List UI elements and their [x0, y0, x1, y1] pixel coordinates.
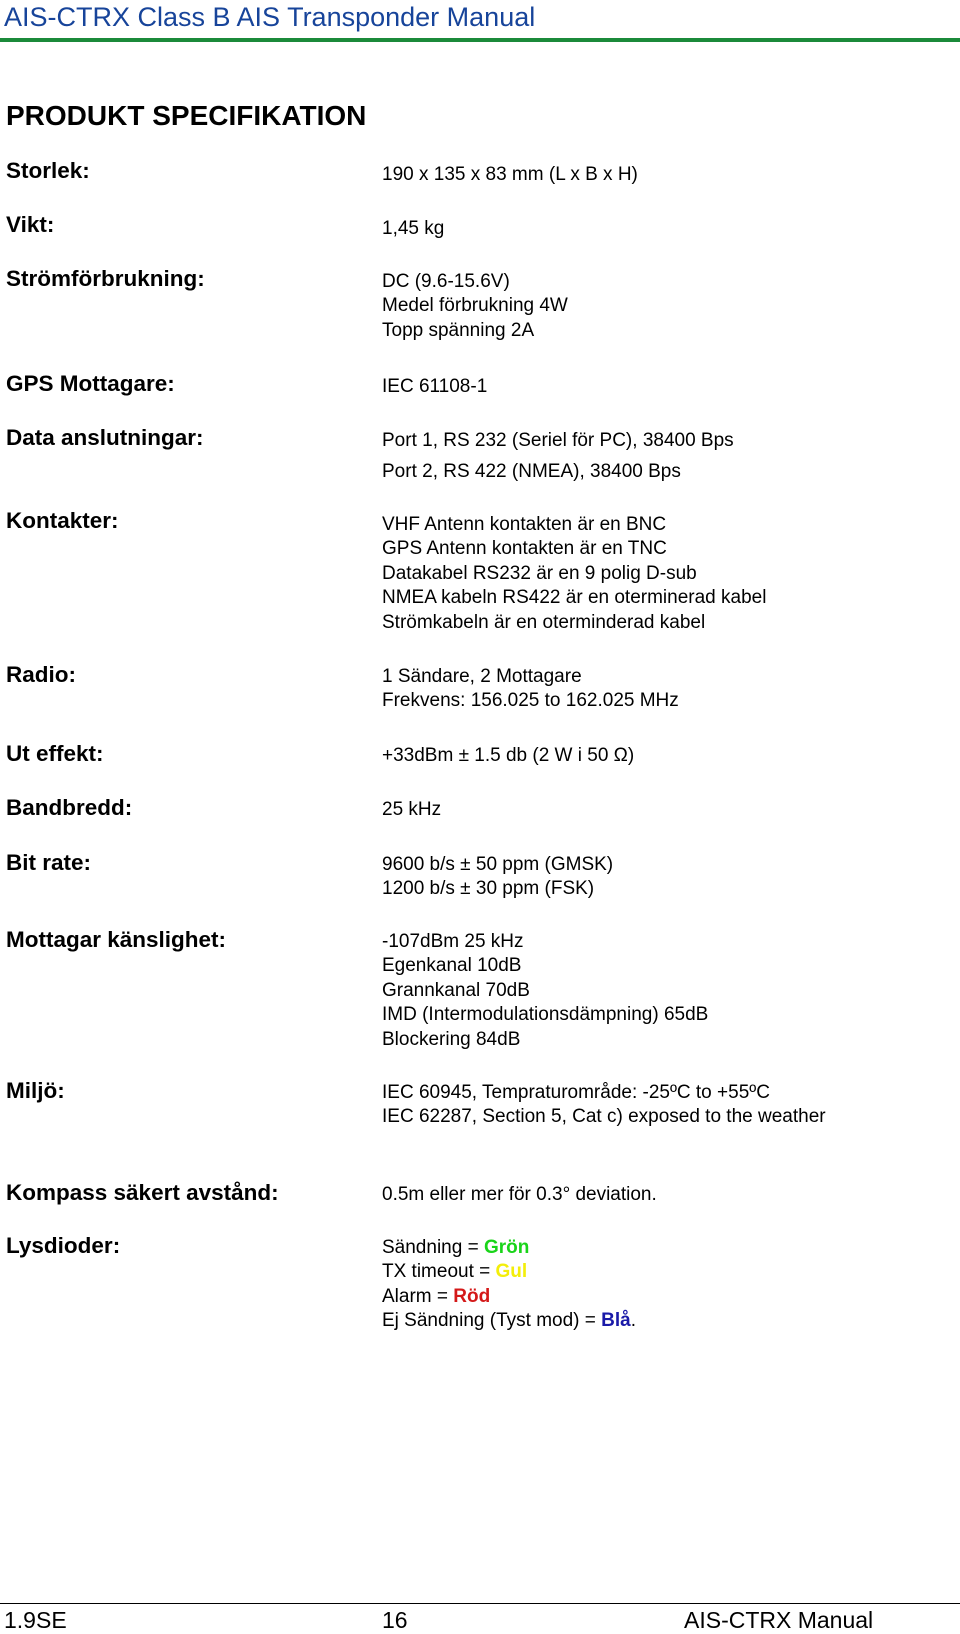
spec-line: GPS Antenn kontakten är en TNC	[382, 538, 667, 560]
spec-line: 0.5m eller mer för 0.3° deviation.	[382, 1184, 657, 1205]
spec-line: 190 x 135 x 83 mm (L x B x H)	[382, 164, 638, 185]
spec-line: Frekvens: 156.025 to 162.025 MHz	[382, 690, 679, 712]
spec-label-mottagar: Mottagar känslighet:	[6, 927, 227, 952]
spec-line: NMEA kabeln RS422 är en oterminerad kabel	[382, 587, 767, 609]
led-line-timeout	[382, 1260, 636, 1284]
spec-value-storlek	[382, 163, 638, 187]
led-prefix: TX timeout =	[382, 1261, 496, 1283]
spec-line: Strömkabeln är en oterminderad kabel	[382, 611, 706, 633]
spec-value-kompass	[382, 1183, 657, 1207]
spec-value-data	[382, 429, 734, 484]
spec-line: 9600 b/s ± 50 ppm (GMSK)	[382, 854, 614, 875]
header-rule	[0, 38, 960, 42]
spec-label-kompass: Kompass säkert avstånd:	[6, 1180, 279, 1205]
spec-line: Datakabel RS232 är en 9 polig D-sub	[382, 562, 697, 584]
footer-manual-name: AIS-CTRX Manual	[684, 1607, 874, 1633]
led-line-alarm	[382, 1285, 636, 1309]
spec-line: 25 kHz	[382, 799, 442, 820]
led-color-yellow: Gul	[495, 1261, 528, 1283]
spec-line: 1200 b/s ± 30 ppm (FSK)	[382, 878, 595, 900]
spec-line: 1,45 kg	[382, 218, 445, 239]
spec-label-uteffekt: Ut effekt:	[6, 741, 104, 766]
spec-label-lysdioder: Lysdioder:	[6, 1233, 121, 1258]
spec-label-storlek: Storlek:	[6, 158, 90, 183]
spec-line: DC (9.6-15.6V)	[382, 271, 510, 292]
spec-label-bandbredd: Bandbredd:	[6, 795, 133, 820]
spec-value-radio	[382, 665, 679, 714]
spec-line: Port 1, RS 232 (Seriel för PC), 38400 Bps	[382, 430, 734, 451]
spec-line: +33dBm ± 1.5 db (2 W i 50 Ω)	[382, 745, 635, 766]
footer-page-number: 16	[382, 1607, 408, 1633]
spec-label-strom: Strömförbrukning:	[6, 266, 205, 291]
spec-line: IMD (Intermodulationsdämpning) 65dB	[382, 1004, 709, 1026]
spec-line: 1 Sändare, 2 Mottagare	[382, 666, 582, 687]
spec-value-gps	[382, 375, 487, 399]
spec-value-strom	[382, 270, 568, 343]
led-prefix: Ej Sändning (Tyst mod) =	[382, 1310, 602, 1332]
spec-value-lysdioder	[382, 1236, 636, 1334]
led-prefix: Alarm =	[382, 1285, 454, 1307]
footer-version: 1.9SE	[4, 1607, 67, 1633]
led-line-tyst	[382, 1309, 636, 1333]
spec-label-gps: GPS Mottagare:	[6, 371, 175, 396]
led-prefix: Sändning =	[382, 1237, 484, 1258]
footer-rule	[0, 1603, 960, 1604]
spec-value-vikt	[382, 217, 444, 241]
spec-value-bitrate	[382, 853, 613, 902]
led-line-sandning	[382, 1236, 636, 1260]
led-color-blue: Blå	[601, 1310, 631, 1332]
spec-label-data: Data anslutningar:	[6, 425, 204, 450]
spec-value-uteffekt	[382, 744, 634, 768]
spec-line: IEC 62287, Section 5, Cat c) exposed to the weather	[382, 1106, 826, 1128]
spec-line: VHF Antenn kontakten är en BNC	[382, 514, 667, 535]
spec-label-kontakter: Kontakter:	[6, 508, 119, 533]
spec-line: Egenkanal 10dB	[382, 955, 522, 977]
spec-label-miljo: Miljö:	[6, 1078, 65, 1103]
spec-line: Blockering 84dB	[382, 1028, 521, 1050]
spec-value-miljo	[382, 1081, 826, 1130]
spec-line: Medel förbrukning 4W	[382, 295, 568, 317]
spec-label-radio: Radio:	[6, 662, 76, 687]
section-title: PRODUKT SPECIFIKATION	[6, 100, 367, 131]
led-color-red: Röd	[453, 1285, 491, 1307]
spec-value-bandbredd	[382, 798, 441, 822]
spec-value-kontakter	[382, 513, 766, 635]
header-title: AIS-CTRX Class B AIS Transponder Manual	[4, 2, 536, 32]
spec-label-vikt: Vikt:	[6, 212, 55, 237]
spec-line: IEC 61108-1	[382, 376, 488, 397]
led-suffix: .	[630, 1310, 636, 1332]
spec-line: Topp spänning 2A	[382, 319, 535, 341]
spec-line: IEC 60945, Tempraturområde: -25ºC to +55ºC	[382, 1082, 770, 1103]
spec-line: Port 2, RS 422 (NMEA), 38400 Bps	[382, 461, 681, 482]
spec-line: Grannkanal 70dB	[382, 979, 530, 1001]
spec-value-mottagar	[382, 930, 708, 1052]
spec-line: -107dBm 25 kHz	[382, 931, 524, 952]
led-color-green: Grön	[483, 1237, 530, 1258]
spec-label-bitrate: Bit rate:	[6, 850, 92, 875]
